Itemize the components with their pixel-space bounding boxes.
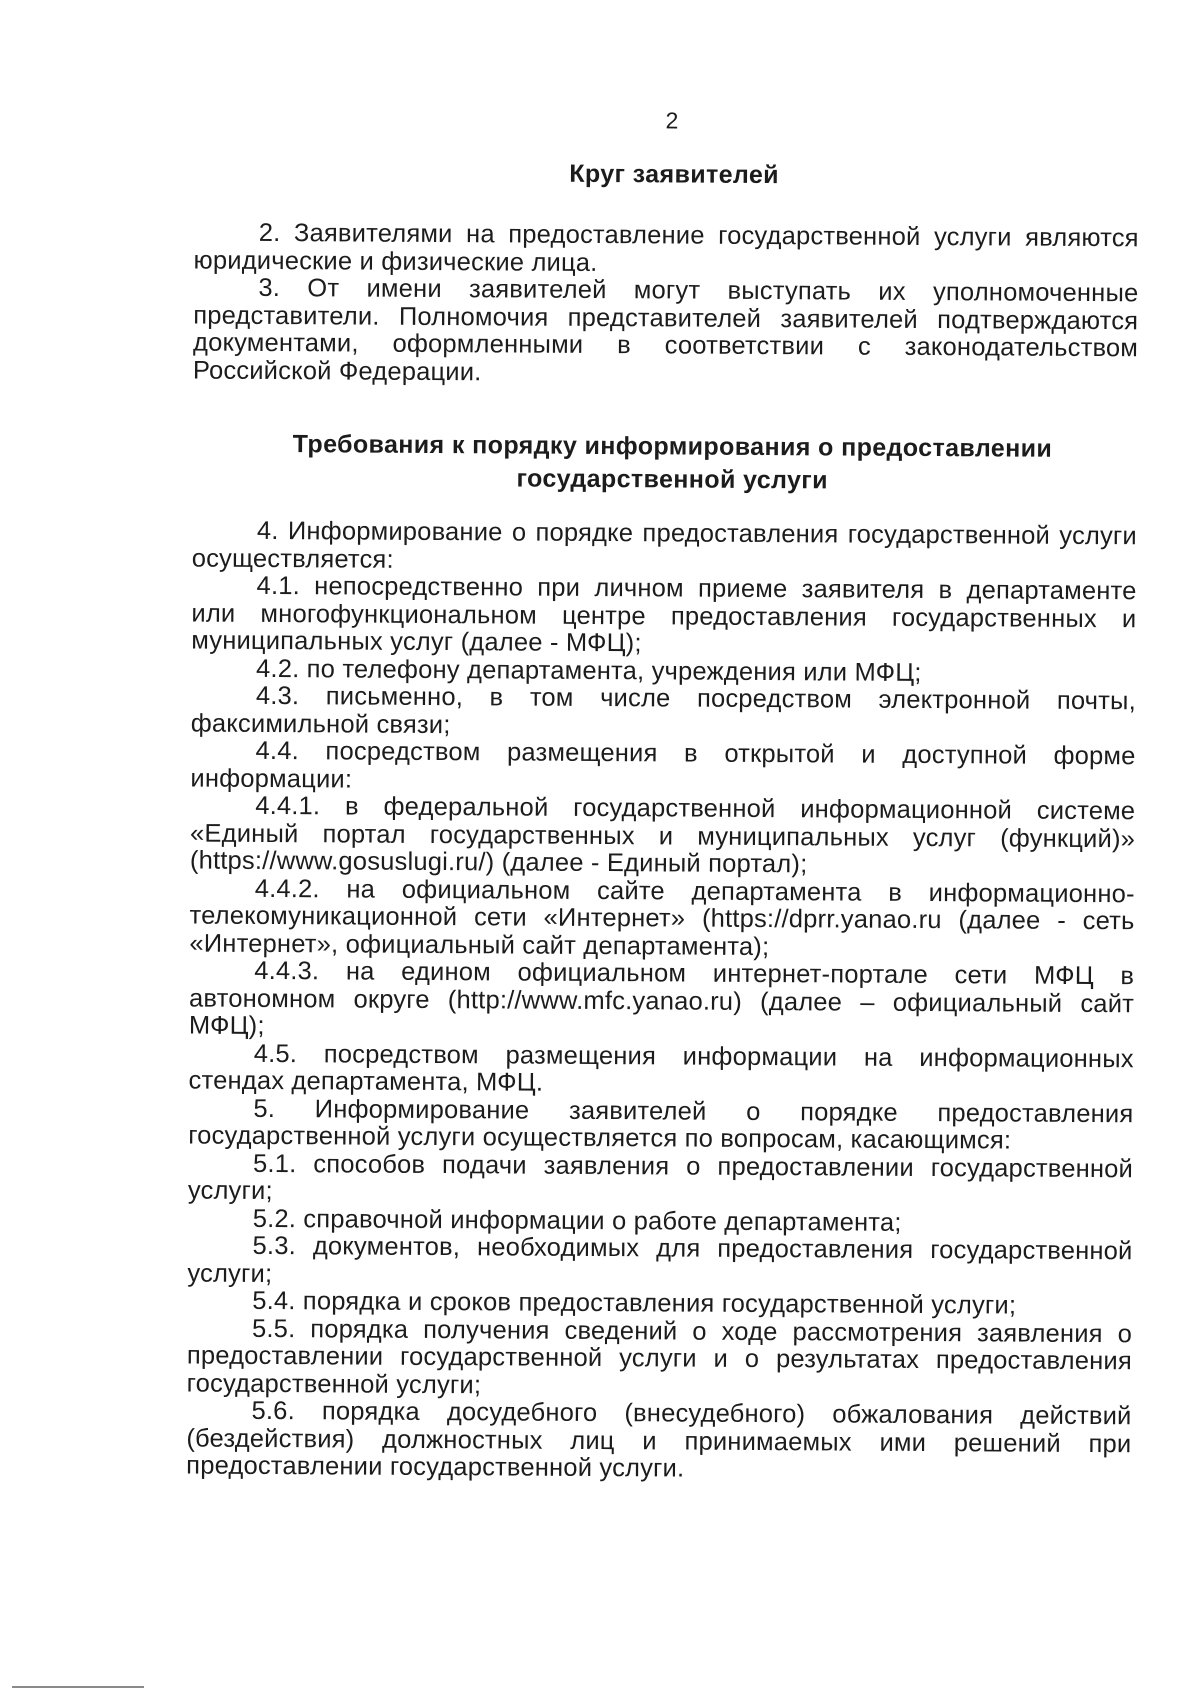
paragraph-3: 3. От имени заявителей могут выступать их уполномоченные представители. Полномочия представителей заявителей подтверждаются документами, оформленными в соответствии с законодательством Российской Федерации. [192,273,1139,386]
section-heading-applicants: Круг заявителей [569,159,780,190]
paragraph-4-4: 4.4. посредством размещения в открытой и доступной форме информации: [190,736,1136,793]
page-number: 2 [665,107,679,134]
paragraph-5-6: 5.6. порядка досудебного (внесудебного) обжалования действий (бездействия) должностных лиц и принимаемых ими решений при предоставлении государственной услуги. [186,1396,1132,1483]
section-informing-body [186,518,1137,1486]
paragraph-4-4-1: 4.4.1. в федеральной государственной информационной системе «Единый портал государственных и муниципальных услуг (функций)» (https://www.gosuslugi.ru/) (далее - Единый портал); [189,791,1136,879]
paragraph-4: 4. Информирование о порядке предоставления государственной услуги осуществляется: [191,516,1138,574]
paragraph-4-5: 4.5. посредством размещения информации на информационных стендах департамента, МФЦ. [188,1039,1134,1097]
section-heading-informing-requirements: Требования к порядку информирования о предоставлении государственной услуги [292,430,1053,495]
scan-edge-mark [12,1686,144,1688]
section-applicants-body [193,220,1139,391]
paragraph-5-3: 5.3. документов, необходимых для предоставления государственной услуги; [187,1231,1133,1288]
paragraph-5: 5. Информирование заявителей о порядке предоставления государственной услуги осуществляется по вопросам, касающимся: [188,1094,1134,1155]
paragraph-5-1: 5.1. способов подачи заявления о предоставлении государственной услуги; [187,1149,1134,1206]
paragraph-5-4: 5.4. порядка и сроков предоставления государственной услуги; [252,1286,1017,1320]
paragraph-4-1: 4.1. непосредственно при личном приеме заявителя в департаменте или многофункциональном центре предоставления государственных и муниципальных услуг (далее - МФЦ); [191,571,1137,658]
paragraph-4-2: 4.2. по телефону департамента, учреждения или МФЦ; [256,654,922,687]
paragraph-5-2: 5.2. справочной информации о работе департамента; [252,1204,902,1237]
paragraph-2: 2. Заявителями на предоставление государственной услуги являются юридические и физические лица. [193,218,1139,277]
paragraph-5-5: 5.5. порядка получения сведений о ходе рассмотрения заявления о предоставлении государственной услуги и о результатах предоставления государственной услуги; [186,1314,1133,1399]
paragraph-4-4-3: 4.4.3. на едином официальном интернет-портале сети МФЦ в автономном округе (http://www.mfc.yanao.ru) (далее – официальный сайт МФЦ); [188,956,1135,1040]
paragraph-4-3: 4.3. письменно, в том числе посредством электронной почты, факсимильной связи; [190,681,1137,739]
paragraph-4-4-2: 4.4.2. на официальном сайте департамента в информационно-телекомуникационной сети «Интернет» (https://dprr.yanao.ru (далее - сеть «Интернет», официальный сайт департамента); [189,874,1135,961]
